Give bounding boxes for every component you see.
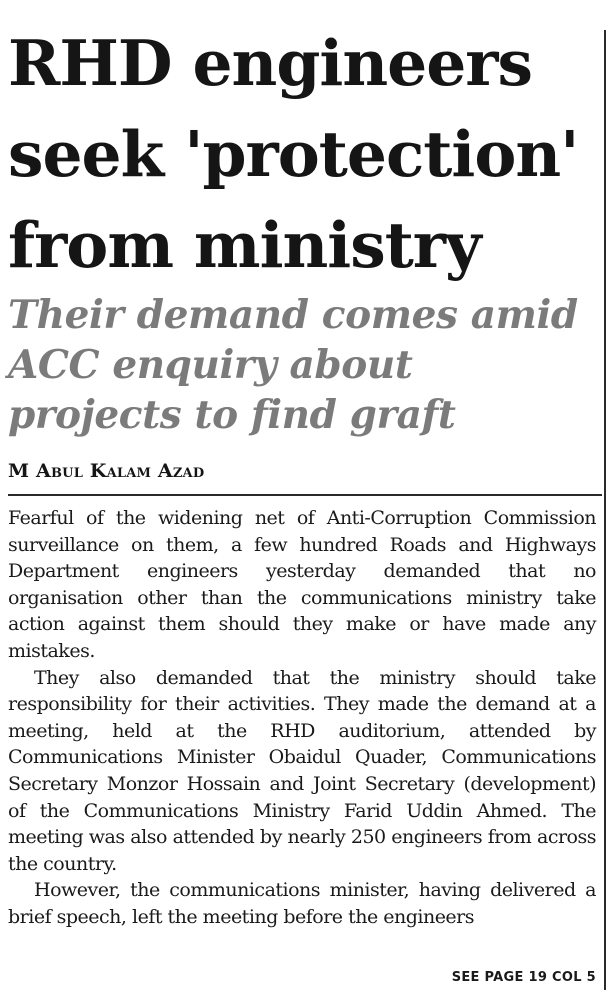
article-body	[8, 505, 596, 931]
continued-on-label: SEE PAGE 19 COL 5	[451, 970, 596, 985]
byline-divider	[8, 494, 602, 496]
subheadline-line: ACC enquiry about	[8, 342, 413, 388]
headline-line: from ministry	[8, 208, 481, 282]
subheadline-line: projects to find graft	[8, 392, 456, 438]
paragraph: Fearful of the widening net of Anti-Corruption Commission surveillance on them, a few hundred Roads and Highways Department engineers yesterday demanded that no organisation other than the communications ministry take action against them should they make or have made any mistakes.	[8, 507, 596, 662]
subheadline	[8, 290, 600, 440]
headline-line: RHD engineers	[8, 26, 532, 100]
subheadline-line: Their demand comes amid	[8, 292, 578, 338]
headline-line: seek 'protection'	[8, 117, 579, 191]
headline	[8, 18, 600, 291]
paragraph: However, the communications minister, having delivered a brief speech, left the meeting before the engineers	[8, 879, 596, 928]
byline: M Abul Kalam Azad	[8, 460, 205, 482]
paragraph: They also demanded that the ministry should take responsibility for their activities. They made the demand at a meeting, held at the RHD auditorium, attended by Communications Minister Obaidul Quader, Communications Secretary Monzor Hossain and Joint Secretary (development) of the Communications Ministry Farid Uddin Ahmed. The meeting was also attended by nearly 250 engineers from across the country.	[8, 666, 596, 875]
column-rule	[604, 30, 606, 990]
